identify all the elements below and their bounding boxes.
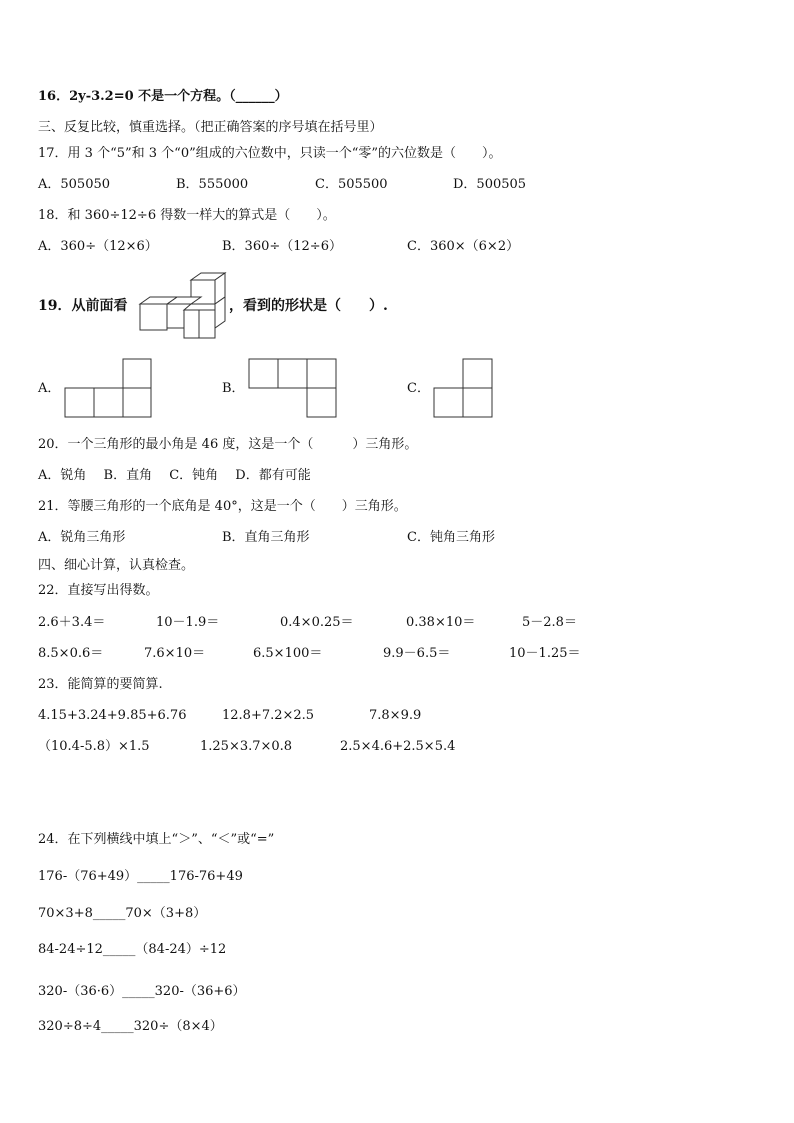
section3-heading: 三、反复比较，慎重选择。（把正确答案的序号填在括号里）: [38, 120, 383, 135]
q17-stem: 17．用 3 个“5”和 3 个“0”组成的六位数中，只读一个“零”的六位数是（ ）。: [38, 146, 502, 161]
q17-option-b[interactable]: B．555000: [176, 177, 249, 192]
q23-item: （10.4-5.8）×1.5: [38, 739, 150, 754]
q24-item[interactable]: 320-（36·6）_____320-（36+6）: [38, 984, 246, 999]
q17-option-a[interactable]: A．505050: [38, 177, 111, 192]
q23-item: 4.15+3.24+9.85+6.76: [38, 708, 187, 723]
q22-item: 5－2.8＝: [522, 615, 577, 630]
q19-stem-suffix: ，看到的形状是（ ）.: [229, 298, 388, 314]
q19-option-a[interactable]: A．: [38, 381, 61, 396]
q22-item: 0.38×10＝: [406, 615, 476, 630]
q23-stem: 23．能简算的要简算.: [38, 677, 163, 692]
section4-heading: 四、细心计算，认真检查。: [38, 558, 195, 573]
q21-option-c[interactable]: C．钝角三角形: [407, 530, 495, 545]
q23-item: 12.8+7.2×2.5: [222, 708, 315, 723]
q22-item: 10－1.9＝: [156, 615, 220, 630]
q22-item: 6.5×100＝: [253, 646, 323, 661]
q20-options[interactable]: A．锐角 B．直角 C．钝角 D．都有可能: [38, 468, 311, 483]
q22-item: 10－1.25＝: [509, 646, 581, 661]
q22-item: 9.9－6.5＝: [383, 646, 451, 661]
q18-option-b[interactable]: B．360÷（12÷6）: [222, 239, 342, 254]
q20-stem: 20．一个三角形的最小角是 46 度，这是一个（ ）三角形。: [38, 437, 418, 452]
q22-item: 2.6＋3.4＝: [38, 615, 106, 630]
q22-item: 0.4×0.25＝: [280, 615, 354, 630]
q21-stem: 21．等腰三角形的一个底角是 40°，这是一个（ ）三角形。: [38, 499, 407, 514]
q22-item: 7.6×10＝: [144, 646, 206, 661]
q18-option-c[interactable]: C．360×（6×2）: [407, 239, 520, 254]
q19-stem-prefix: 19．从前面看: [38, 298, 128, 314]
q21-option-a[interactable]: A．锐角三角形: [38, 530, 126, 545]
q19-shape-c: [433, 358, 493, 418]
q23-item: 1.25×3.7×0.8: [200, 739, 293, 754]
q23-item: 2.5×4.6+2.5×5.4: [340, 739, 456, 754]
q23-item: 7.8×9.9: [369, 708, 422, 723]
q19-shape-a: [64, 358, 152, 418]
q19-shape-b: [248, 358, 337, 418]
cube-figure-3d: [139, 272, 229, 340]
q17-option-d[interactable]: D．500505: [453, 177, 527, 192]
q19-option-b[interactable]: B．: [222, 381, 245, 396]
q22-item: 8.5×0.6＝: [38, 646, 104, 661]
q24-item[interactable]: 176-（76+49）_____176-76+49: [38, 869, 243, 884]
q16-text: 16．2y-3.2=0 不是一个方程。（______）: [38, 89, 288, 104]
q24-item[interactable]: 70×3+8_____70×（3+8）: [38, 906, 207, 921]
q24-item[interactable]: 84-24÷12_____（84-24）÷12: [38, 942, 227, 957]
q18-option-a[interactable]: A．360÷（12×6）: [38, 239, 158, 254]
q21-option-b[interactable]: B．直角三角形: [222, 530, 310, 545]
q24-stem: 24．在下列横线中填上“＞”、“＜”或“=”: [38, 832, 275, 847]
q22-stem: 22．直接写出得数。: [38, 583, 159, 598]
q18-stem: 18．和 360÷12÷6 得数一样大的算式是（ ）。: [38, 208, 336, 223]
q17-option-c[interactable]: C．505500: [315, 177, 388, 192]
q24-item[interactable]: 320÷8÷4_____320÷（8×4）: [38, 1019, 223, 1034]
q19-option-c[interactable]: C．: [407, 381, 430, 396]
